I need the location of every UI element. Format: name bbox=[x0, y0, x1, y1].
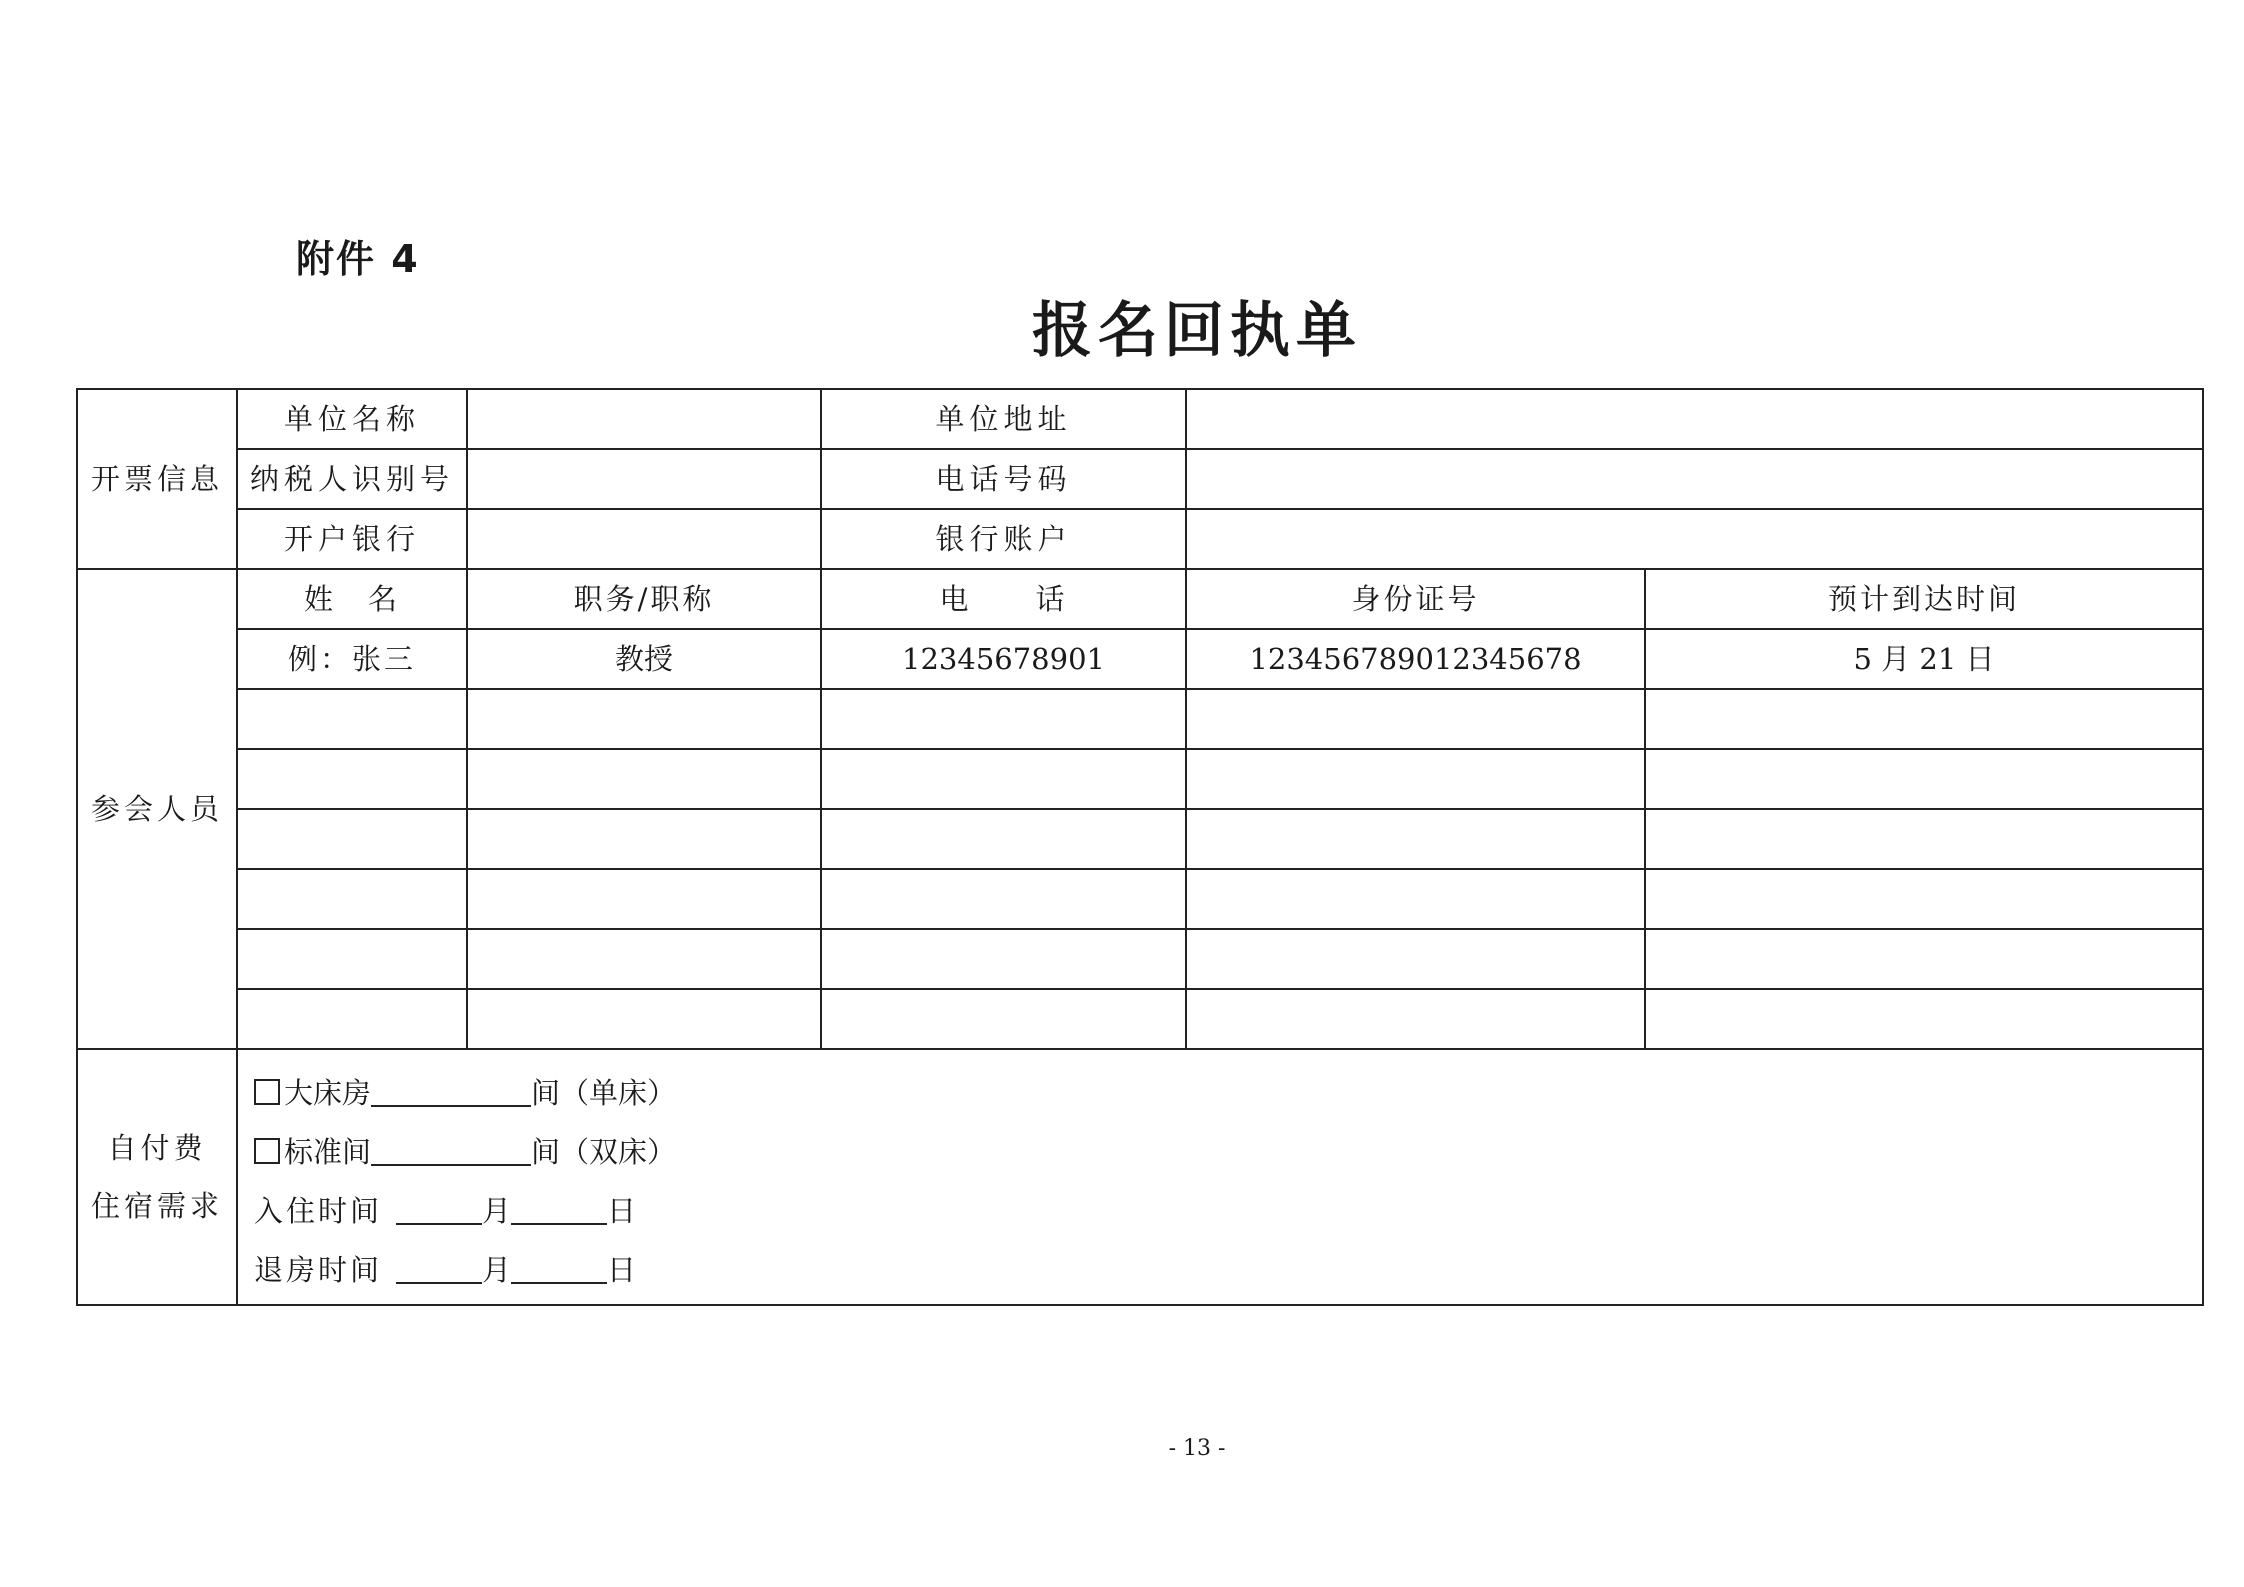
participant-position-cell[interactable] bbox=[467, 689, 821, 749]
invoice-row-3 bbox=[77, 509, 2203, 569]
participant-name-cell[interactable] bbox=[237, 989, 467, 1049]
checkout-month-label: 月 bbox=[482, 1253, 512, 1287]
checkin-month-blank[interactable] bbox=[396, 1199, 482, 1225]
document-title: 报名回执单 bbox=[1032, 296, 1362, 366]
king-room-label: 大床房 bbox=[284, 1076, 372, 1110]
participant-id-cell[interactable] bbox=[1186, 929, 1645, 989]
participant-name-cell[interactable] bbox=[237, 929, 467, 989]
standard-room-label: 标准间 bbox=[284, 1135, 372, 1169]
participant-arrival-cell[interactable] bbox=[1645, 749, 2203, 809]
participant-phone-cell[interactable] bbox=[821, 689, 1186, 749]
standard-room-checkbox[interactable] bbox=[254, 1138, 280, 1164]
participants-header-row bbox=[77, 569, 2203, 629]
participant-arrival-cell[interactable] bbox=[1645, 869, 2203, 929]
participant-arrival-cell[interactable] bbox=[1645, 809, 2203, 869]
king-room-suffix: 间（单床） bbox=[531, 1076, 677, 1110]
standard-room-line bbox=[254, 1123, 2202, 1182]
header-phone: 电 话 bbox=[821, 569, 1186, 629]
standard-room-suffix: 间（双床） bbox=[531, 1135, 677, 1169]
accommodation-row bbox=[77, 1049, 2203, 1305]
participant-phone-cell[interactable] bbox=[821, 869, 1186, 929]
attachment-label: 附件 4 bbox=[296, 237, 420, 281]
participant-position-cell[interactable] bbox=[467, 749, 821, 809]
participant-id-cell[interactable] bbox=[1186, 749, 1645, 809]
participant-row-2 bbox=[77, 749, 2203, 809]
example-arrival-time: 5 月 21 日 bbox=[1645, 629, 2203, 689]
participant-position-cell[interactable] bbox=[467, 809, 821, 869]
bank-field[interactable] bbox=[467, 509, 821, 569]
standard-room-count-blank[interactable] bbox=[371, 1140, 531, 1166]
checkin-month-label: 月 bbox=[482, 1194, 512, 1228]
participant-id-cell[interactable] bbox=[1186, 989, 1645, 1049]
page-number: - 13 - bbox=[1168, 1436, 1226, 1461]
participant-row-3 bbox=[77, 809, 2203, 869]
example-phone: 12345678901 bbox=[821, 629, 1186, 689]
checkout-label: 退房时间 bbox=[254, 1253, 383, 1287]
accommodation-label-line1: 自付费 bbox=[107, 1131, 207, 1165]
participant-name-cell[interactable] bbox=[237, 749, 467, 809]
participant-name-cell[interactable] bbox=[237, 869, 467, 929]
participant-id-cell[interactable] bbox=[1186, 869, 1645, 929]
taxpayer-id-label: 纳税人识别号 bbox=[237, 449, 467, 509]
invoice-section-label: 开票信息 bbox=[77, 389, 237, 569]
participant-position-cell[interactable] bbox=[467, 929, 821, 989]
example-id-number: 123456789012345678 bbox=[1186, 629, 1645, 689]
accommodation-label-line2: 住宿需求 bbox=[90, 1189, 223, 1223]
checkout-line bbox=[254, 1241, 2202, 1300]
phone-number-field[interactable] bbox=[1186, 449, 2203, 509]
participant-phone-cell[interactable] bbox=[821, 749, 1186, 809]
header-arrival-time: 预计到达时间 bbox=[1645, 569, 2203, 629]
phone-number-label: 电话号码 bbox=[821, 449, 1186, 509]
checkout-day-label: 日 bbox=[607, 1253, 637, 1287]
unit-address-field[interactable] bbox=[1186, 389, 2203, 449]
checkin-day-blank[interactable] bbox=[511, 1199, 607, 1225]
checkout-month-blank[interactable] bbox=[396, 1258, 482, 1284]
participant-arrival-cell[interactable] bbox=[1645, 989, 2203, 1049]
participant-phone-cell[interactable] bbox=[821, 989, 1186, 1049]
checkin-label: 入住时间 bbox=[254, 1194, 383, 1228]
bank-account-field[interactable] bbox=[1186, 509, 2203, 569]
participant-phone-cell[interactable] bbox=[821, 929, 1186, 989]
participant-arrival-cell[interactable] bbox=[1645, 929, 2203, 989]
participant-row-5 bbox=[77, 929, 2203, 989]
participant-id-cell[interactable] bbox=[1186, 809, 1645, 869]
checkout-day-blank[interactable] bbox=[511, 1258, 607, 1284]
participants-section-label: 参会人员 bbox=[77, 569, 237, 1049]
accommodation-section-label bbox=[77, 1049, 237, 1305]
participant-name-cell[interactable] bbox=[237, 689, 467, 749]
participant-position-cell[interactable] bbox=[467, 869, 821, 929]
unit-name-field[interactable] bbox=[467, 389, 821, 449]
invoice-row-2 bbox=[77, 449, 2203, 509]
king-room-count-blank[interactable] bbox=[371, 1081, 531, 1107]
participant-name-cell[interactable] bbox=[237, 809, 467, 869]
registration-form-table bbox=[76, 388, 2204, 1306]
bank-label: 开户银行 bbox=[237, 509, 467, 569]
participant-row-4 bbox=[77, 869, 2203, 929]
header-name: 姓 名 bbox=[237, 569, 467, 629]
unit-name-label: 单位名称 bbox=[237, 389, 467, 449]
participant-position-cell[interactable] bbox=[467, 989, 821, 1049]
example-position: 教授 bbox=[467, 629, 821, 689]
header-id-number: 身份证号 bbox=[1186, 569, 1645, 629]
header-position: 职务/职称 bbox=[467, 569, 821, 629]
king-room-checkbox[interactable] bbox=[254, 1079, 280, 1105]
participant-id-cell[interactable] bbox=[1186, 689, 1645, 749]
unit-address-label: 单位地址 bbox=[821, 389, 1186, 449]
participant-phone-cell[interactable] bbox=[821, 809, 1186, 869]
participant-example-row bbox=[77, 629, 2203, 689]
invoice-row-1 bbox=[77, 389, 2203, 449]
participant-row-1 bbox=[77, 689, 2203, 749]
participant-row-6 bbox=[77, 989, 2203, 1049]
checkin-line bbox=[254, 1182, 2202, 1241]
accommodation-details bbox=[237, 1049, 2203, 1305]
example-name: 例：张三 bbox=[237, 629, 467, 689]
checkin-day-label: 日 bbox=[607, 1194, 637, 1228]
king-room-line bbox=[254, 1064, 2202, 1123]
taxpayer-id-field[interactable] bbox=[467, 449, 821, 509]
bank-account-label: 银行账户 bbox=[821, 509, 1186, 569]
participant-arrival-cell[interactable] bbox=[1645, 689, 2203, 749]
